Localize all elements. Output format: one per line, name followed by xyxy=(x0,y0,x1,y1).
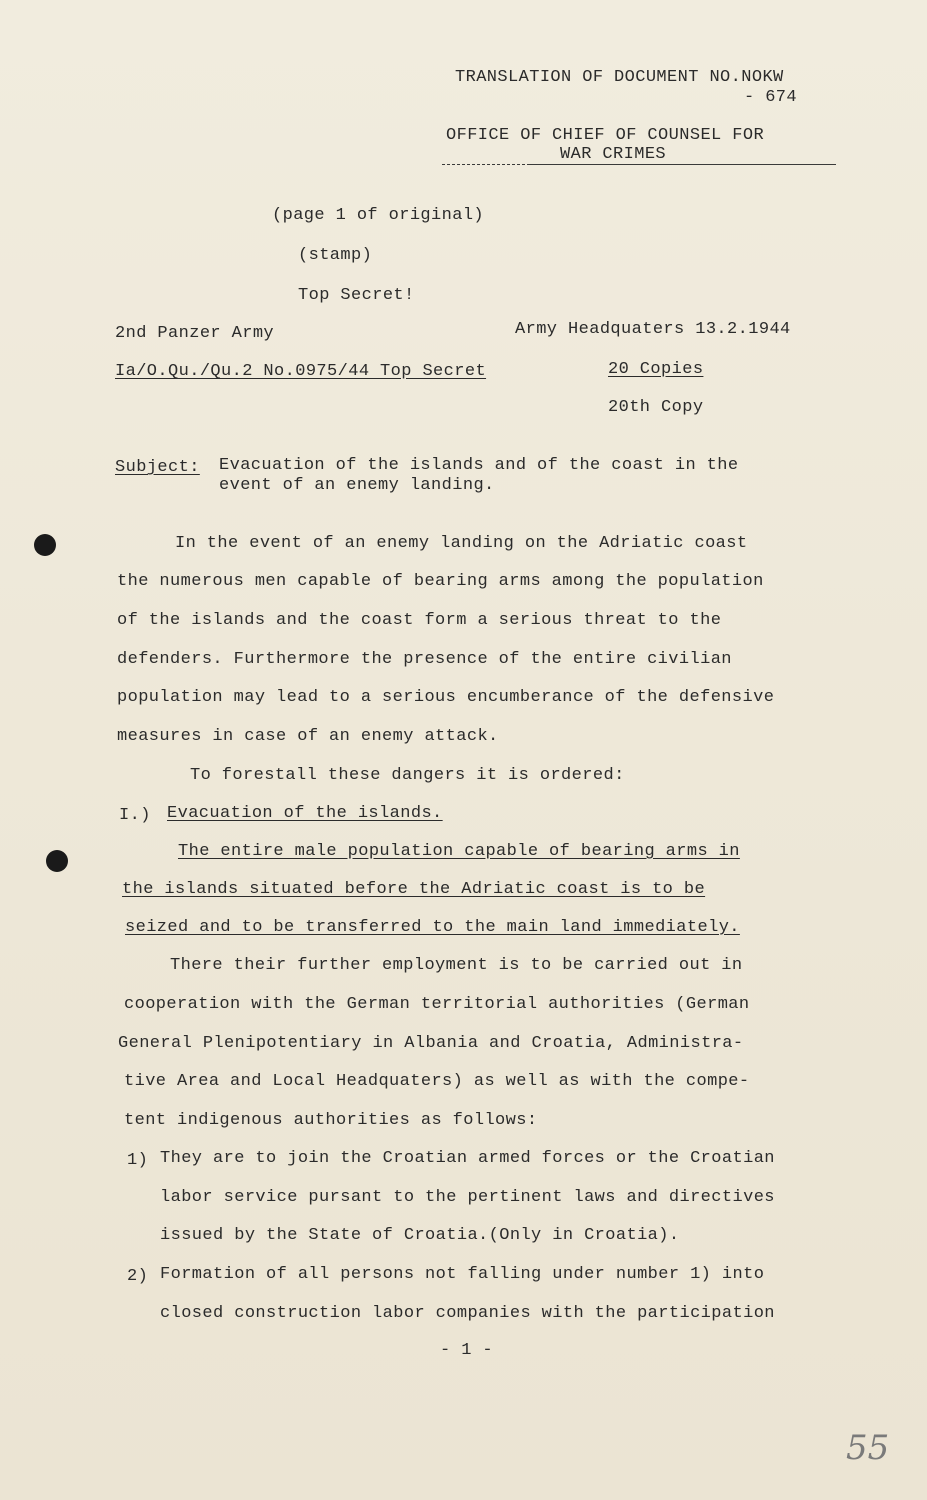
subject-label: Subject: xyxy=(115,458,200,477)
handwritten-mark: 55 xyxy=(846,1428,890,1468)
body-line: cooperation with the German territorial authorities (German xyxy=(124,995,750,1014)
header-dashed-rule xyxy=(442,164,530,165)
page-number: - 1 - xyxy=(440,1341,494,1360)
body-line: measures in case of an enemy attack. xyxy=(117,727,499,746)
item-2-line: Formation of all persons not falling under number 1) into xyxy=(160,1265,765,1284)
body-line: tive Area and Local Headquaters) as well as with the compe- xyxy=(124,1072,750,1091)
body-line: tent indigenous authorities as follows: xyxy=(124,1111,538,1130)
section-title: Evacuation of the islands. xyxy=(167,804,443,823)
item-2-line: closed construction labor companies with the participation xyxy=(160,1304,775,1323)
body-line-underlined: The entire male population capable of bearing arms in xyxy=(178,842,740,861)
office-line-1: OFFICE OF CHIEF OF COUNSEL FOR xyxy=(446,126,765,145)
office-line-2: WAR CRIMES xyxy=(560,145,667,164)
body-line: population may lead to a serious encumberance of the defensive xyxy=(117,688,775,707)
document-number: - 674 xyxy=(744,88,798,107)
item-1-line: labor service pursant to the pertinent laws and directives xyxy=(160,1188,775,1207)
body-line: of the islands and the coast form a serious threat to the xyxy=(117,611,722,630)
body-line-underlined: the islands situated before the Adriatic coast is to be xyxy=(122,880,706,899)
item-1-number: 1) xyxy=(127,1151,149,1170)
stamp-note: (stamp) xyxy=(298,246,373,265)
header-rule xyxy=(530,164,836,165)
reference-number: Ia/O.Qu./Qu.2 No.0975/44 Top Secret xyxy=(115,362,487,381)
body-line: General Plenipotentiary in Albania and Croatia, Administra- xyxy=(118,1034,744,1053)
punch-hole-bottom xyxy=(46,850,68,872)
translation-line: TRANSLATION OF DOCUMENT NO.NOKW xyxy=(455,68,784,87)
section-number: I.) xyxy=(119,806,151,825)
body-line: There their further employment is to be carried out in xyxy=(170,956,743,975)
item-1-line: They are to join the Croatian armed forces or the Croatian xyxy=(160,1149,775,1168)
body-line: In the event of an enemy landing on the Adriatic coast xyxy=(175,534,748,553)
subject-line-2: event of an enemy landing. xyxy=(219,476,495,495)
item-1-line: issued by the State of Croatia.(Only in Croatia). xyxy=(160,1226,680,1245)
body-line: the numerous men capable of bearing arms among the population xyxy=(117,572,764,591)
classification: Top Secret! xyxy=(298,286,415,305)
copies-count: 20 Copies xyxy=(608,360,704,379)
location-date: Army Headquaters 13.2.1944 xyxy=(515,320,791,339)
subject-line-1: Evacuation of the islands and of the coast in the xyxy=(219,456,739,475)
copy-number: 20th Copy xyxy=(608,398,704,417)
punch-hole-top xyxy=(34,534,56,556)
body-line: defenders. Furthermore the presence of the entire civilian xyxy=(117,650,732,669)
page-note: (page 1 of original) xyxy=(272,206,485,225)
body-line-underlined: seized and to be transferred to the main land immediately. xyxy=(125,918,740,937)
sender: 2nd Panzer Army xyxy=(115,324,275,343)
body-line: To forestall these dangers it is ordered: xyxy=(190,766,625,785)
item-2-number: 2) xyxy=(127,1267,149,1286)
